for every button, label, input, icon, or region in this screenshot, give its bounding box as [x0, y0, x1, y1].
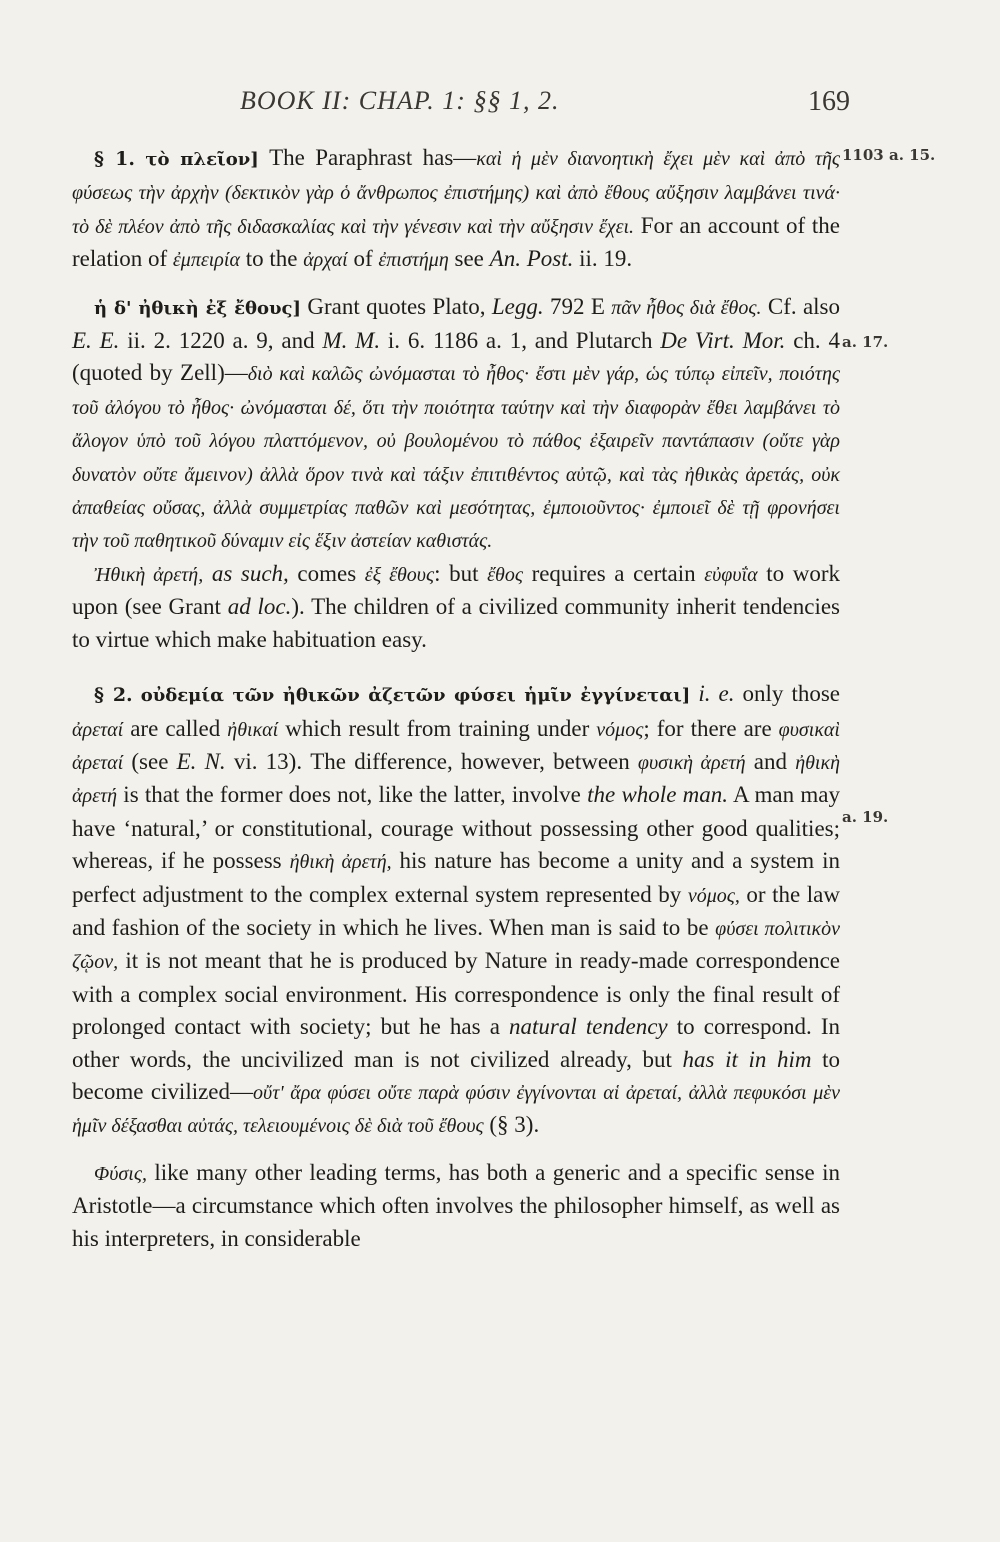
text: and: [745, 748, 796, 774]
text: like many other leading terms, has both a generic and a specific sense in Aristotle—a circumstance which often involves the philosopher himself, as well as his interpreters, in considerable: [72, 1159, 840, 1251]
text: to the: [239, 246, 304, 272]
emphasis: natural tendency: [509, 1014, 668, 1040]
lemma: τὸ πλεῖον]: [145, 149, 259, 170]
text: only those: [734, 681, 840, 707]
greek-quote: καὶ ἡ μὲν διανοητικὴ ἔχει μὲν καὶ ἀπὸ τῆς φύσεως τὴν ἀρχὴν (δεκτικὸν γὰρ ὁ ἄνθρωπος ἐπιστήμης) καὶ ἀπὸ ἔθους αὔξησιν λαμβάνει τινά· τὸ δὲ πλέον ἀπὸ τῆς διδασκαλίας καὶ τὴν γένεσιν καὶ τὴν αὔξησιν ἔχει.: [72, 148, 841, 238]
paragraph-section-1: [72, 142, 840, 277]
greek-quote: οὔτ' ἄρα φύσει οὔτε παρὰ φύσιν ἐγγίνονται αἱ ἀρεταί, ἀλλὰ πεφυκόσι μὲν ἡμῖν δέξασθαι αὐτάς, τελειουμένοις δὲ διὰ τοῦ ἔθους: [72, 1081, 840, 1138]
greek-term: ἔθος: [487, 563, 523, 586]
text: (see: [123, 748, 177, 774]
text: For an account of the relation of: [72, 212, 840, 272]
greek-term: ἐμπειρία: [172, 249, 240, 272]
paragraph-ethike-arete: [72, 558, 840, 656]
text: ; for there are: [643, 715, 779, 741]
page-number: 169: [808, 86, 850, 117]
greek-term: εὐφυΐα: [704, 563, 758, 586]
text: : but: [434, 560, 488, 586]
text: ). The children of a civilized community inherit tendencies to virtue which make habituation easy.: [72, 594, 840, 652]
running-head: BOOK II: CHAP. 1: §§ 1, 2.: [240, 86, 560, 115]
paragraph-section-2: [72, 678, 840, 1143]
greek-term: ἠθικὴ ἀρετή: [72, 751, 841, 808]
margin-note: a. 19.: [842, 808, 889, 826]
margin-note: 1103 a. 15.: [842, 146, 936, 164]
greek-term: νόμος,: [687, 884, 740, 907]
paragraph-physis: [72, 1157, 840, 1255]
text: see: [448, 246, 490, 272]
greek-quote: διὸ καὶ καλῶς ὠνόμασται τὸ ἦθος· ἔστι μὲν γάρ, ὡς τύπῳ εἰπεῖν, ποιότης τοῦ ἀλόγου τὸ ἦθος· ὠνόμασται δέ, ὅτι τὴν ποιότητα ταύτην καὶ τὴν διαφορὰν ἔθει λαμβάνει τὸ ἄλογον ὑπὸ τοῦ λόγου πλαττόμενον, οὐ βουλομένου τὸ πάθος ἐξαιρεῖν παντάπασιν (οὔτε γὰρ δυνατὸν οὔτε ἄμεινον) ἀλλὰ ὅρον τινὰ καὶ τάξιν ἐπιτιθέντος αὐτῷ, καὶ τὰς ἠθικὰς ἀρετάς, οὐκ ἀπαθείας οὔσας, ἀλλὰ συμμετρίας παθῶν καὶ μεσότητας, ἐμποιοῦντος· ἐμποιεῖ δὲ τῇ φρονήσει τὴν τοῦ παθητικοῦ δύναμιν εἰς ἕξιν ἀστείαν καθιστάς.: [72, 363, 840, 553]
text: or the law and fashion of the society in which he lives. When man is said to be: [72, 881, 840, 940]
commentary-body: [72, 142, 840, 1255]
text: 792 E: [543, 293, 612, 319]
text: ii. 2. 1220 a. 9, and: [119, 328, 323, 354]
text: Grant quotes Plato,: [301, 293, 492, 319]
text: of: [347, 246, 379, 272]
greek-term: Φύσις,: [94, 1162, 147, 1185]
text: vi. 13). The difference, however, between: [225, 748, 638, 774]
citation: E. E.: [72, 328, 120, 354]
text: which result from training under: [278, 715, 597, 741]
text: are called: [123, 715, 228, 741]
emphasis: as such,: [203, 560, 289, 586]
greek-term: φυσικαὶ ἀρεταί: [72, 718, 840, 774]
emphasis: ad loc.: [227, 594, 292, 620]
text: A man may have ‘natural,’ or constitutional, courage without possessing other good qualities; whereas, if he possess: [72, 782, 840, 874]
emphasis: has it in him: [682, 1046, 812, 1072]
citation: M. M.: [322, 328, 381, 354]
text: requires a certain: [522, 560, 705, 586]
lemma: οὐδεμία τῶν ἠθικῶν ἀζετῶν φύσει ἡμῖν ἐγγίνεται]: [140, 685, 691, 707]
text: to become civilized—: [72, 1046, 841, 1104]
citation: E. N.: [176, 748, 226, 774]
citation: Legg.: [491, 293, 544, 319]
greek-quote: πᾶν ἦθος διὰ ἔθος.: [611, 296, 762, 319]
emphasis: i. e.: [690, 681, 735, 707]
citation: An. Post.: [489, 246, 574, 272]
text: to work upon (see Grant: [72, 560, 840, 620]
lemma: ἡ δ' ἠθικὴ ἐξ ἔθους]: [94, 297, 301, 319]
emphasis: the whole man.: [587, 782, 728, 808]
greek-term: Ἠθικὴ ἀρετή,: [94, 563, 204, 586]
text: it is not meant that he is produced by Nature in ready-made correspondence with a complex social environment. His correspondence is only the final result of prolonged contact with society; but he has a: [72, 948, 840, 1040]
section-marker: § 2.: [94, 684, 133, 707]
greek-term: ἐπιστήμη: [378, 249, 449, 272]
greek-term: ἀρχαί: [303, 249, 348, 272]
page-header: [240, 86, 850, 126]
text: comes: [288, 560, 365, 586]
text: Cf. also: [761, 293, 841, 319]
text: to correspond. In other words, the uncivilized man is not civilized already, but: [72, 1014, 840, 1072]
text: his nature has become a unity and a system in perfect adjustment to the complex external system represented by: [72, 848, 841, 907]
greek-term: φύσει πολιτικὸν ζῷον,: [72, 917, 840, 974]
greek-term: ἠθικαί: [227, 718, 279, 741]
text: is that the former does not, like the latter, involve: [117, 782, 588, 808]
greek-term: ἠθικὴ ἀρετή,: [289, 851, 392, 874]
margin-note: a. 17.: [842, 333, 889, 351]
text: i. 6. 1186 a. 1, and Plutarch: [380, 328, 661, 354]
greek-term: ἐξ ἔθους: [364, 563, 435, 586]
greek-term: φυσικὴ ἀρετή: [637, 751, 746, 774]
text: The Paraphrast has—: [258, 145, 477, 170]
section-marker: § 1.: [94, 148, 135, 170]
text: ch. 4 (quoted by Zell)—: [72, 328, 840, 386]
text: ii. 19.: [573, 246, 633, 272]
greek-term: νόμος: [596, 718, 644, 741]
paragraph-ethike: [72, 291, 840, 558]
greek-term: ἀρεταί: [72, 718, 124, 741]
citation: De Virt. Mor.: [660, 328, 786, 354]
text: (§ 3).: [483, 1112, 540, 1138]
